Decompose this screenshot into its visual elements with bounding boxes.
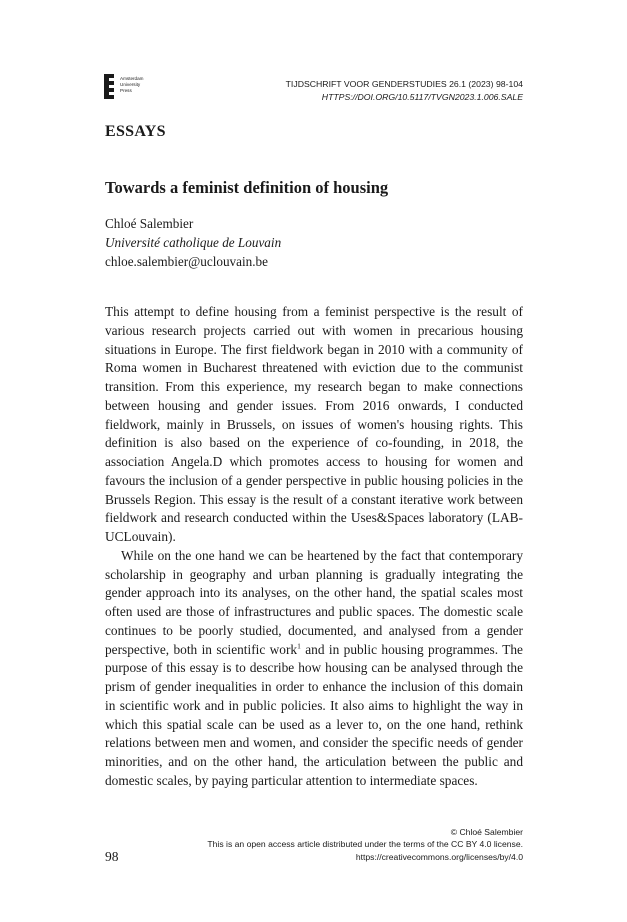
journal-header: [286, 78, 523, 104]
journal-citation: TIJDSCHRIFT VOOR GENDERSTUDIES 26.1 (2023) 98-104: [285, 79, 523, 89]
article-title: Towards a feminist definition of housing: [105, 178, 389, 197]
publisher-logo-mark-icon: [104, 74, 114, 99]
logo-line: University: [120, 82, 141, 88]
publisher-logo: [104, 74, 194, 100]
body-paragraph-text: and in public housing programmes. The purpose of this essay is to describe how housing can be analysed through the prism of gender inequalities in order to enhance the inclusion of this domain in scientific work and in public policies. It also aims to highlight the way in which this spatial scale can be used as a lever to, on the one hand, rethink relations between men and women, and consider the specific needs of gender minorities, and on the other hand, the articulation between the public and domestic scales, by paying particular attention to intermediate spaces.: [105, 641, 523, 788]
body-paragraph: [105, 547, 523, 791]
doi-link[interactable]: HTTPS://DOI.ORG/10.5117/TVGN2023.1.006.SALE: [321, 92, 523, 102]
body-paragraph-text: While on the one hand we can be heartened by the fact that contemporary scholarship in geography and urban planning is gradually integrating the gender approach into its analyses, on the other hand, the spatial scales most often used are those of infrastructures and public spaces. The domestic scale continues to be poorly studied, documented, and analysed from a gender perspective, both in scientific work: [105, 547, 523, 657]
body-paragraph: This attempt to define housing from a feminist perspective is the result of various research projects carried out with women in precarious housing situations in Europe. The first fieldwork began in 2010 with a community of Roma women in Bucharest threatened with eviction due to the communist transition. From this experience, my research began to make connections between housing and gender issues. From 2016 onwards, I conducted fieldwork, mainly in Brussels, on issues of women's housing rights. This definition is also based on the experience of co-founding, in 2018, the association Angela.D which promotes access to housing for women and favours the inclusion of a gender perspective in public housing policies in the Brussels Region. This essay is the result of a constant iterative work between fieldwork and research conducted within the Uses&Spaces laboratory (LAB-UCLouvain).: [105, 304, 523, 544]
article-body: [105, 303, 523, 791]
publisher-logo-text: [120, 76, 144, 95]
copyright-notice: © Chloé Salembier: [450, 827, 523, 837]
author-block: [105, 214, 281, 271]
footnote-marker[interactable]: 1: [297, 641, 301, 651]
logo-line: Amsterdam: [120, 76, 144, 81]
section-label: ESSAYS: [105, 123, 166, 140]
license-url[interactable]: https://creativecommons.org/licenses/by/4.0: [355, 851, 523, 862]
author-email[interactable]: chloe.salembier@uclouvain.be: [105, 254, 269, 269]
license-statement: This is an open access article distributed under the terms of the CC BY 4.0 license.: [207, 839, 523, 850]
page-number: 98: [105, 849, 119, 864]
logo-line: Press: [120, 88, 132, 94]
author-affiliation: Université catholique de Louvain: [105, 235, 282, 250]
author-name: Chloé Salembier: [105, 216, 194, 231]
license-footer: [207, 826, 523, 863]
